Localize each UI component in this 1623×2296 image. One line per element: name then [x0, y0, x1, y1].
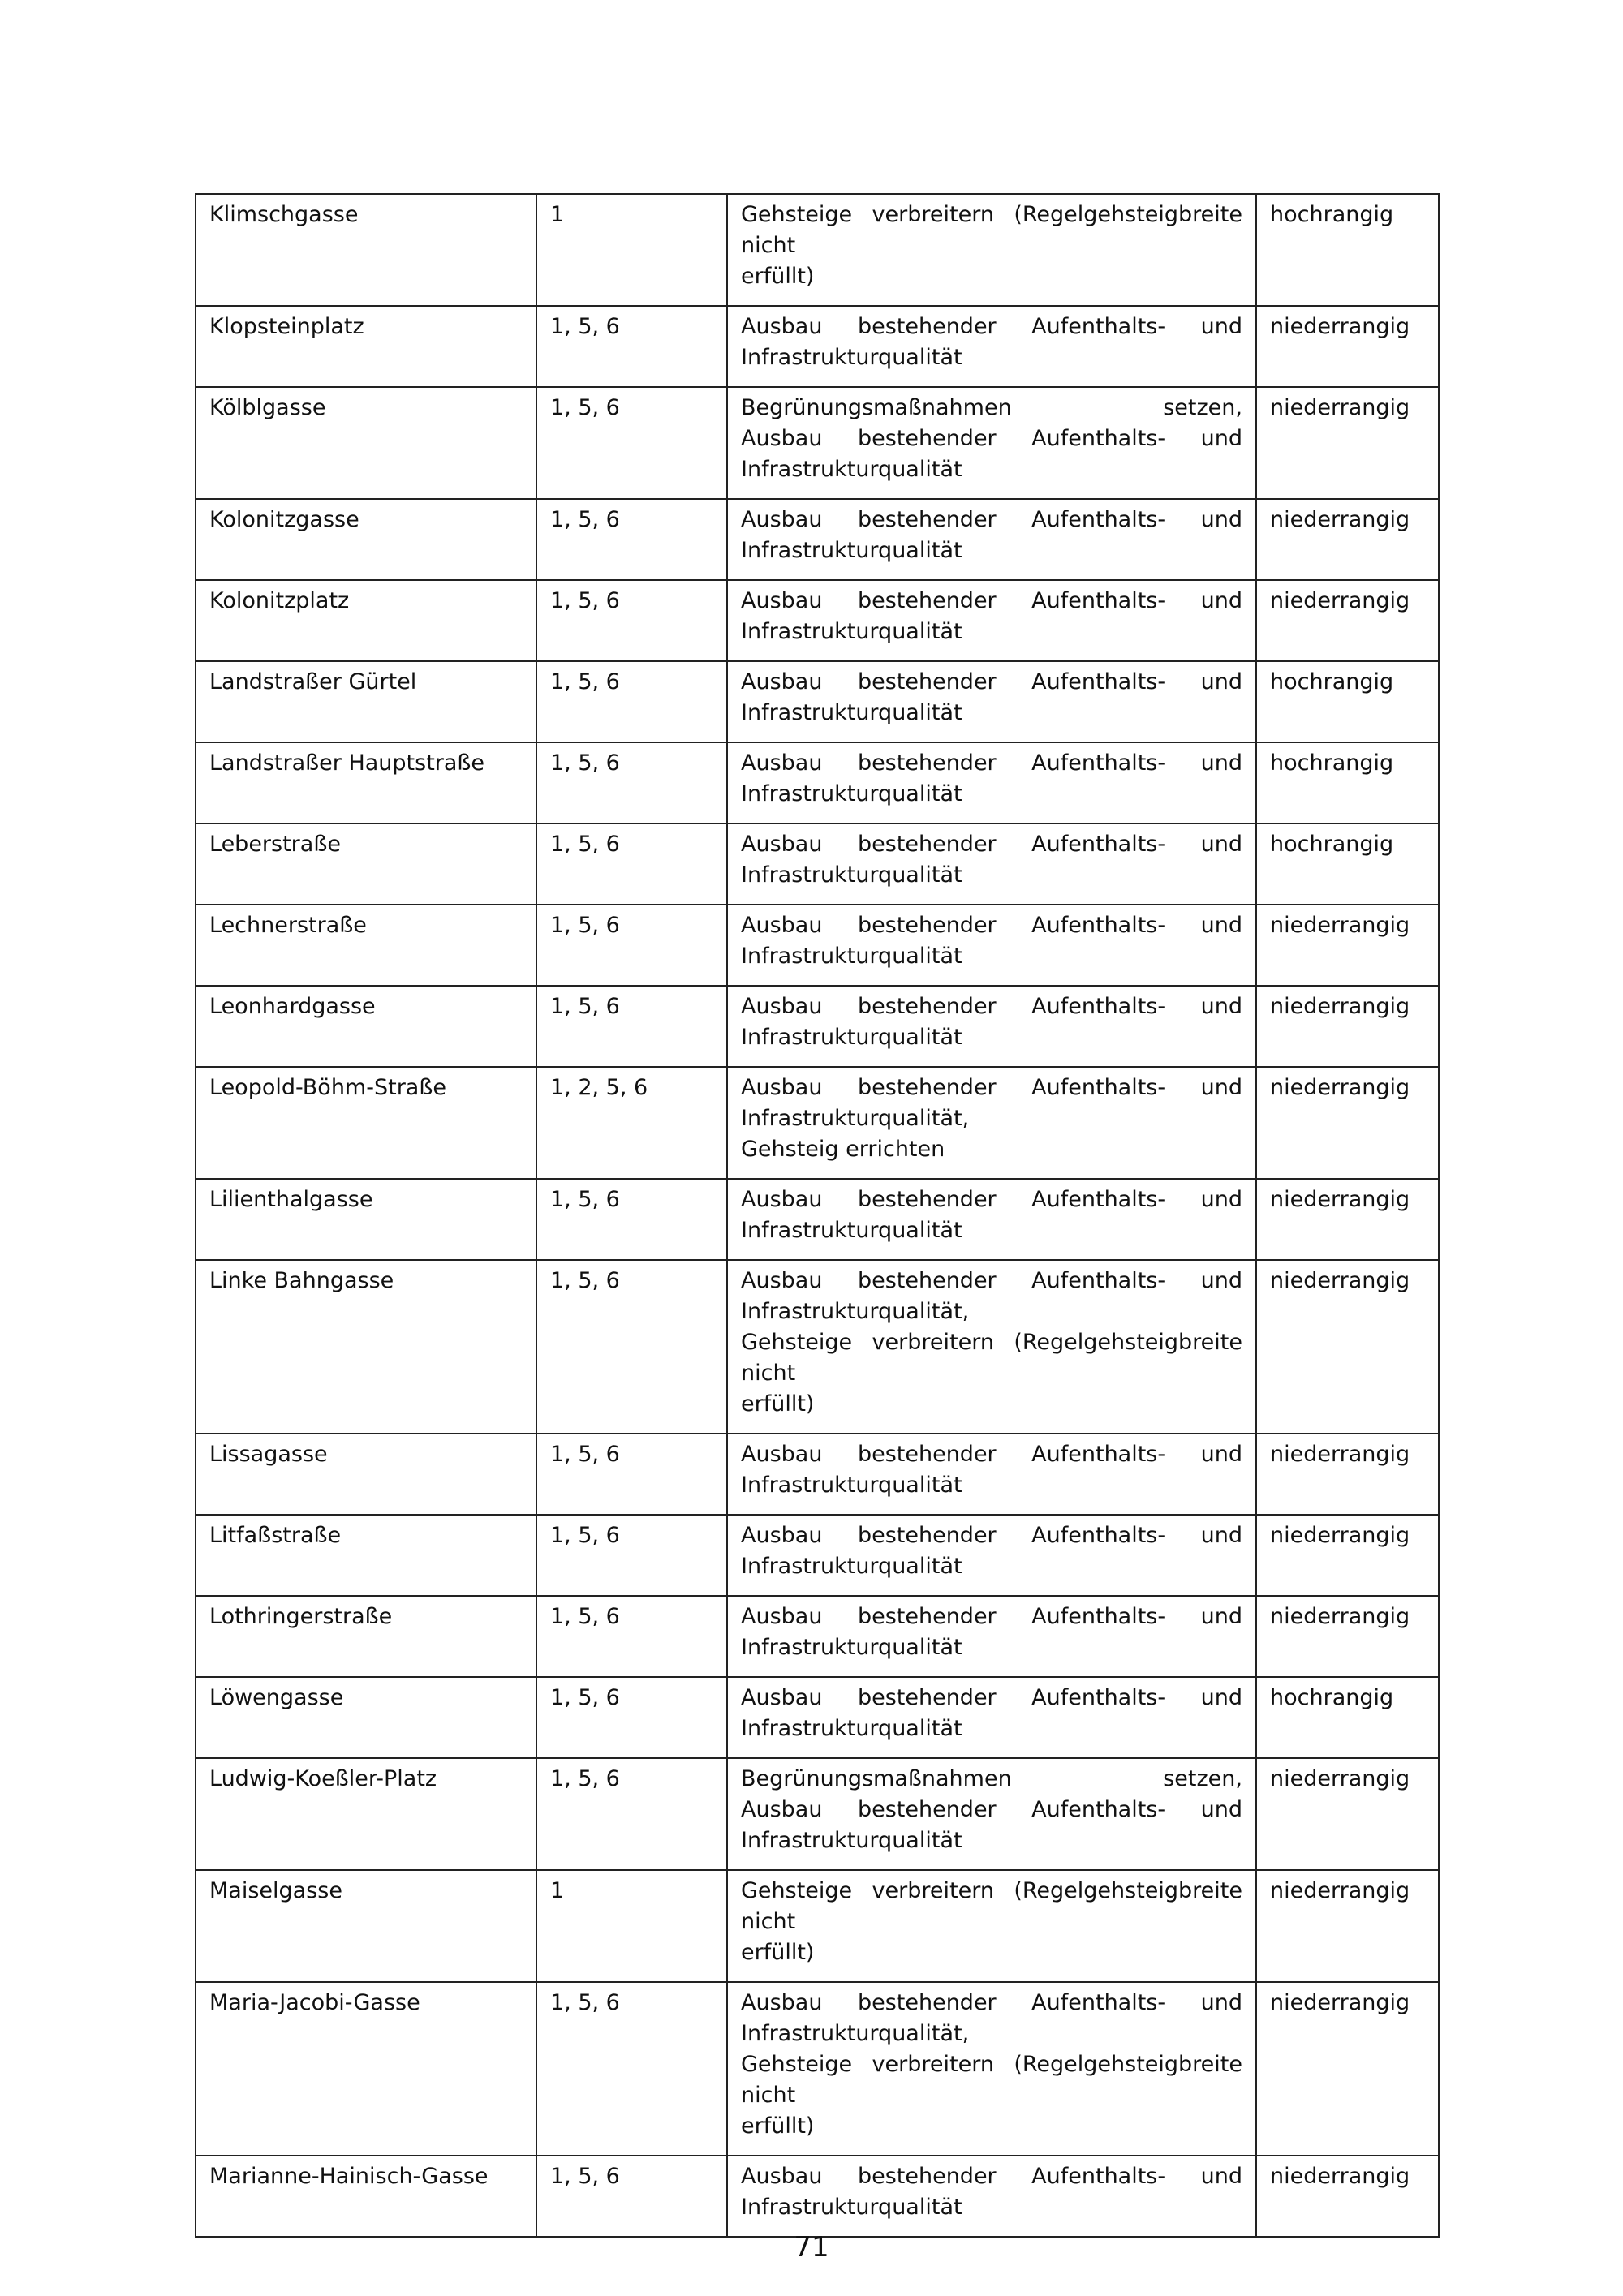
measure-line: Infrastrukturqualität — [741, 700, 962, 725]
measure-line: Ausbau bestehender Aufenthalts- und — [741, 1797, 1242, 1822]
codes-cell: 1, 5, 6 — [536, 986, 727, 1067]
table-row — [196, 1067, 1439, 1179]
table-row — [196, 986, 1439, 1067]
measure-cell — [727, 742, 1256, 823]
rank-cell: niederrangig — [1256, 580, 1439, 661]
codes-cell: 1, 5, 6 — [536, 1982, 727, 2156]
rank-cell: niederrangig — [1256, 1515, 1439, 1596]
measure-line: Ausbau bestehender Aufenthalts- und — [741, 1523, 1242, 1548]
codes-cell: 1, 5, 6 — [536, 1677, 727, 1758]
street-name-cell: Landstraßer Hauptstraße — [196, 742, 536, 823]
street-name-cell: Lothringerstraße — [196, 1596, 536, 1677]
rank-cell: hochrangig — [1256, 742, 1439, 823]
measure-line: Gehsteige verbreitern (Regelgehsteigbreite nicht — [741, 1330, 1242, 1386]
street-name-cell: Leonhardgasse — [196, 986, 536, 1067]
measure-line: Infrastrukturqualität — [741, 538, 962, 563]
measure-line: Ausbau bestehender Aufenthalts- und — [741, 588, 1242, 613]
codes-cell: 1, 5, 6 — [536, 1434, 727, 1515]
measure-line: Ausbau bestehender Aufenthalts- und — [741, 314, 1242, 339]
street-name-cell: Linke Bahngasse — [196, 1260, 536, 1434]
table-row — [196, 1677, 1439, 1758]
measure-cell — [727, 1067, 1256, 1179]
measure-cell — [727, 661, 1256, 742]
rank-cell: niederrangig — [1256, 499, 1439, 580]
table-row — [196, 306, 1439, 387]
street-name-cell: Kolonitzgasse — [196, 499, 536, 580]
measure-line: Infrastrukturqualität — [741, 345, 962, 370]
street-name-cell: Lechnerstraße — [196, 905, 536, 986]
measure-line: erfüllt) — [741, 1940, 815, 1965]
measure-line: Infrastrukturqualität — [741, 781, 962, 806]
codes-cell: 1, 5, 6 — [536, 1179, 727, 1260]
codes-cell: 1, 5, 6 — [536, 580, 727, 661]
codes-cell: 1, 5, 6 — [536, 905, 727, 986]
measure-line: Infrastrukturqualität, — [741, 1299, 970, 1324]
street-name-cell: Leopold-Böhm-Straße — [196, 1067, 536, 1179]
measure-cell — [727, 1179, 1256, 1260]
table-row — [196, 1260, 1439, 1434]
rank-cell: niederrangig — [1256, 905, 1439, 986]
rank-cell: hochrangig — [1256, 661, 1439, 742]
street-name-cell: Kolonitzplatz — [196, 580, 536, 661]
rank-cell: niederrangig — [1256, 2156, 1439, 2237]
street-name-cell: Löwengasse — [196, 1677, 536, 1758]
measure-line: erfüllt) — [741, 1391, 815, 1417]
measure-cell — [727, 1434, 1256, 1515]
codes-cell: 1 — [536, 1870, 727, 1982]
codes-cell: 1, 5, 6 — [536, 1758, 727, 1870]
codes-cell: 1, 5, 6 — [536, 2156, 727, 2237]
rank-cell: niederrangig — [1256, 306, 1439, 387]
street-name-cell: Litfaßstraße — [196, 1515, 536, 1596]
page-number: 71 — [794, 2231, 829, 2264]
rank-cell: niederrangig — [1256, 1758, 1439, 1870]
street-name-cell: Marianne-Hainisch-Gasse — [196, 2156, 536, 2237]
measure-cell — [727, 306, 1256, 387]
measure-line: Gehsteige verbreitern (Regelgehsteigbreite nicht — [741, 202, 1242, 258]
rank-cell: hochrangig — [1256, 194, 1439, 306]
rank-cell: niederrangig — [1256, 986, 1439, 1067]
rank-cell: niederrangig — [1256, 387, 1439, 499]
measure-line: Ausbau bestehender Aufenthalts- und — [741, 507, 1242, 532]
rank-cell: niederrangig — [1256, 1596, 1439, 1677]
codes-cell: 1, 5, 6 — [536, 742, 727, 823]
measure-line: Infrastrukturqualität — [741, 1635, 962, 1660]
measure-line: Ausbau bestehender Aufenthalts- und — [741, 1990, 1242, 2015]
street-name-cell: Maria-Jacobi-Gasse — [196, 1982, 536, 2156]
measure-line: Infrastrukturqualität — [741, 1473, 962, 1498]
measure-line: Ausbau bestehender Aufenthalts- und — [741, 669, 1242, 694]
street-name-cell: Lissagasse — [196, 1434, 536, 1515]
measure-line: Infrastrukturqualität, — [741, 2021, 970, 2046]
table-row — [196, 823, 1439, 905]
table-row — [196, 1870, 1439, 1982]
table-row — [196, 1434, 1439, 1515]
measure-line: Infrastrukturqualität — [741, 862, 962, 888]
rank-cell: hochrangig — [1256, 823, 1439, 905]
measure-line: Infrastrukturqualität — [741, 1025, 962, 1050]
street-name-cell: Lilienthalgasse — [196, 1179, 536, 1260]
measure-line: Ausbau bestehender Aufenthalts- und — [741, 1685, 1242, 1710]
measure-line: Ausbau bestehender Aufenthalts- und — [741, 1075, 1242, 1100]
measure-line: Gehsteig errichten — [741, 1137, 945, 1162]
measure-line: Ausbau bestehender Aufenthalts- und — [741, 750, 1242, 776]
measure-line: Ausbau bestehender Aufenthalts- und — [741, 994, 1242, 1019]
measure-line: Ausbau bestehender Aufenthalts- und — [741, 913, 1242, 938]
table-row — [196, 2156, 1439, 2237]
rank-cell: niederrangig — [1256, 1179, 1439, 1260]
measure-line: Infrastrukturqualität, — [741, 1106, 970, 1131]
table-row — [196, 742, 1439, 823]
table-row — [196, 905, 1439, 986]
measure-line: Infrastrukturqualität — [741, 457, 962, 482]
street-name-cell: Kölblgasse — [196, 387, 536, 499]
table-row — [196, 580, 1439, 661]
measure-cell — [727, 1758, 1256, 1870]
table-body — [196, 194, 1439, 2237]
measure-line: Infrastrukturqualität — [741, 2195, 962, 2220]
measure-cell — [727, 1677, 1256, 1758]
measure-cell — [727, 2156, 1256, 2237]
table-row — [196, 387, 1439, 499]
codes-cell: 1, 5, 6 — [536, 823, 727, 905]
measure-line: Infrastrukturqualität — [741, 1716, 962, 1741]
street-name-cell: Landstraßer Gürtel — [196, 661, 536, 742]
codes-cell: 1, 2, 5, 6 — [536, 1067, 727, 1179]
table-row — [196, 1515, 1439, 1596]
measure-line: erfüllt) — [741, 264, 815, 289]
codes-cell: 1, 5, 6 — [536, 661, 727, 742]
table-row — [196, 1982, 1439, 2156]
rank-cell: niederrangig — [1256, 1982, 1439, 2156]
measure-cell — [727, 387, 1256, 499]
measure-line: Begrünungsmaßnahmen setzen, — [741, 395, 1242, 420]
measure-line: Ausbau bestehender Aufenthalts- und — [741, 1187, 1242, 1212]
rank-cell: niederrangig — [1256, 1870, 1439, 1982]
measure-line: Gehsteige verbreitern (Regelgehsteigbreite nicht — [741, 2052, 1242, 2108]
measure-line: Begrünungsmaßnahmen setzen, — [741, 1766, 1242, 1791]
measure-line: Infrastrukturqualität — [741, 619, 962, 644]
measure-cell — [727, 1596, 1256, 1677]
measure-cell — [727, 823, 1256, 905]
measure-cell — [727, 986, 1256, 1067]
measure-line: Infrastrukturqualität — [741, 1554, 962, 1579]
table-row — [196, 1596, 1439, 1677]
codes-cell: 1, 5, 6 — [536, 306, 727, 387]
measure-line: Ausbau bestehender Aufenthalts- und — [741, 1268, 1242, 1293]
measure-line: Ausbau bestehender Aufenthalts- und — [741, 832, 1242, 857]
table-row — [196, 1179, 1439, 1260]
street-name-cell: Klopsteinplatz — [196, 306, 536, 387]
rank-cell: niederrangig — [1256, 1434, 1439, 1515]
measure-line: Ausbau bestehender Aufenthalts- und — [741, 1442, 1242, 1467]
measure-line: Ausbau bestehender Aufenthalts- und — [741, 426, 1242, 451]
rank-cell: hochrangig — [1256, 1677, 1439, 1758]
street-measures-table — [195, 193, 1440, 2238]
codes-cell: 1, 5, 6 — [536, 1596, 727, 1677]
measure-cell — [727, 1982, 1256, 2156]
codes-cell: 1, 5, 6 — [536, 387, 727, 499]
measure-line: erfüllt) — [741, 2113, 815, 2139]
codes-cell: 1, 5, 6 — [536, 1260, 727, 1434]
measure-cell — [727, 905, 1256, 986]
measure-line: Infrastrukturqualität — [741, 1828, 962, 1853]
measure-line: Ausbau bestehender Aufenthalts- und — [741, 1604, 1242, 1629]
measure-cell — [727, 194, 1256, 306]
street-name-cell: Maiselgasse — [196, 1870, 536, 1982]
measure-cell — [727, 1260, 1256, 1434]
rank-cell: niederrangig — [1256, 1260, 1439, 1434]
codes-cell: 1 — [536, 194, 727, 306]
codes-cell: 1, 5, 6 — [536, 1515, 727, 1596]
measure-cell — [727, 1870, 1256, 1982]
measure-cell — [727, 499, 1256, 580]
table-row — [196, 1758, 1439, 1870]
codes-cell: 1, 5, 6 — [536, 499, 727, 580]
table-row — [196, 499, 1439, 580]
measure-cell — [727, 580, 1256, 661]
street-name-cell: Leberstraße — [196, 823, 536, 905]
table-row — [196, 661, 1439, 742]
measure-line: Infrastrukturqualität — [741, 944, 962, 969]
measure-cell — [727, 1515, 1256, 1596]
street-name-cell: Ludwig-Koeßler-Platz — [196, 1758, 536, 1870]
measure-line: Ausbau bestehender Aufenthalts- und — [741, 2164, 1242, 2189]
measure-line: Gehsteige verbreitern (Regelgehsteigbreite nicht — [741, 1878, 1242, 1934]
table-row — [196, 194, 1439, 306]
measure-line: Infrastrukturqualität — [741, 1218, 962, 1243]
rank-cell: niederrangig — [1256, 1067, 1439, 1179]
street-name-cell: Klimschgasse — [196, 194, 536, 306]
